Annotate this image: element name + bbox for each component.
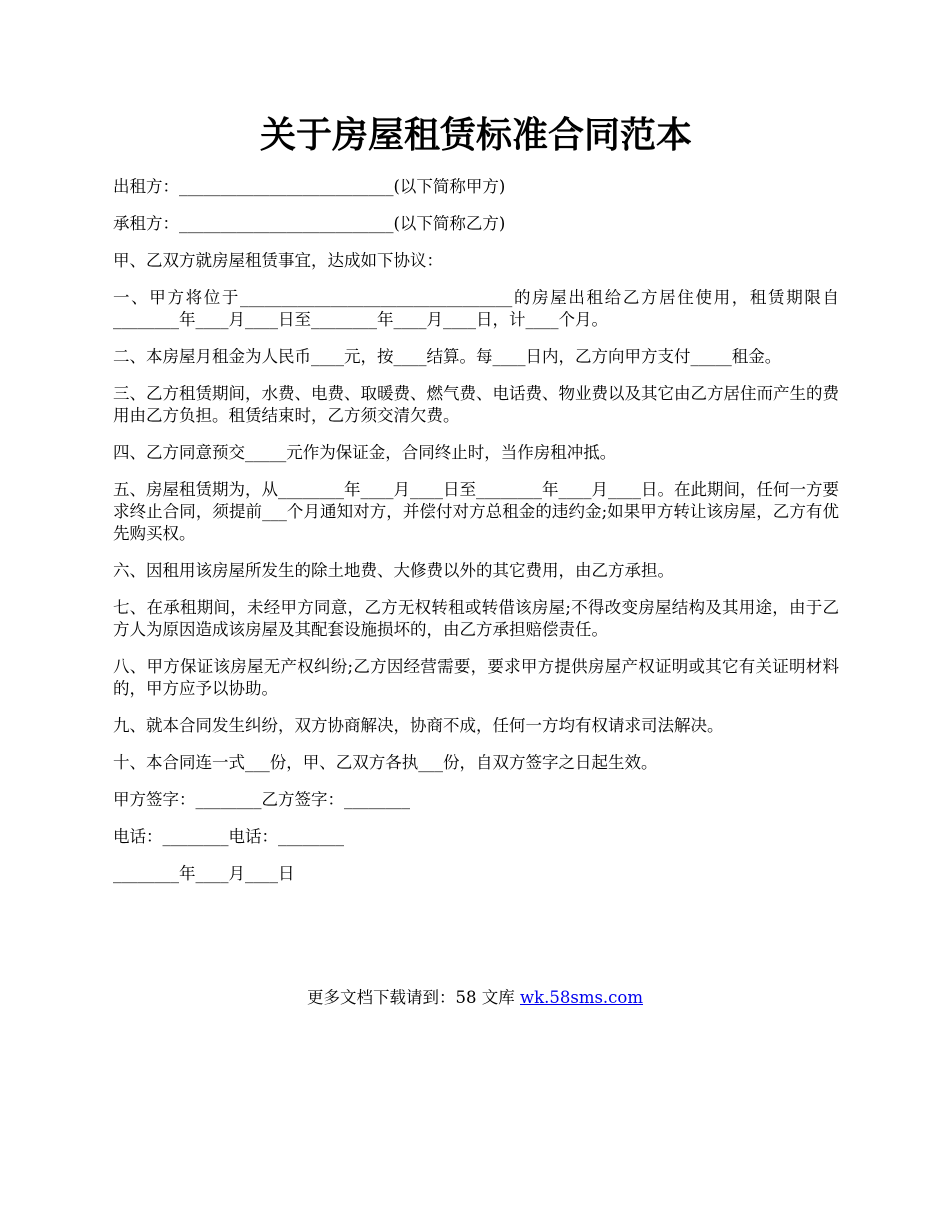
document-title: 关于房屋租赁标准合同范本 <box>259 115 692 156</box>
signature-line: 甲方签字：________乙方签字：________ <box>113 790 410 809</box>
clause-4: 四、乙方同意预交_____元作为保证金，合同终止时，当作房租冲抵。 <box>113 443 617 462</box>
clause-3: 三、乙方租赁期间，水费、电费、取暖费、燃气费、电话费、物业费以及其它由乙方居住而产生的费用由乙方负担。租赁结束时，乙方须交清欠费。 <box>113 384 839 425</box>
footer-link[interactable]: wk.58sms.com <box>519 988 643 1007</box>
download-footer <box>0 987 950 1009</box>
footer-text: 更多文档下载请到：58 文库 <box>306 988 520 1007</box>
lessee-line: 承租方：__________________________(以下简称乙方) <box>113 214 506 233</box>
clause-10: 十、本合同连一式___份，甲、乙双方各执___份，自双方签字之日起生效。 <box>113 753 658 772</box>
clause-7: 七、在承租期间，未经甲方同意，乙方无权转租或转借该房屋;不得改变房屋结构及其用途，由于乙方人为原因造成该房屋及其配套设施损坏的，由乙方承担赔偿责任。 <box>113 598 839 639</box>
lessor-line: 出租方：__________________________(以下简称甲方) <box>113 177 506 196</box>
clause-9: 九、就本合同发生纠纷，双方协商解决，协商不成，任何一方均有权请求司法解决。 <box>113 716 724 735</box>
agreement-intro: 甲、乙双方就房屋租赁事宜，达成如下协议： <box>113 251 443 270</box>
clause-1: 一、甲方将位于_________________________________的房屋出租给乙方居住使用，租赁期限自________年____月____日至________年____月____日，计____个月。 <box>113 288 839 329</box>
document-page <box>113 108 839 900</box>
phone-line: 电话：________电话：________ <box>113 827 344 846</box>
clause-2: 二、本房屋月租金为人民币____元，按____结算。每____日内，乙方向甲方支付_____租金。 <box>113 347 782 366</box>
date-line: ________年____月____日 <box>113 864 295 883</box>
clause-8: 八、甲方保证该房屋无产权纠纷;乙方因经营需要，要求甲方提供房屋产权证明或其它有关证明材料的，甲方应予以协助。 <box>113 657 839 698</box>
clause-6: 六、因租用该房屋所发生的除土地费、大修费以外的其它费用，由乙方承担。 <box>113 561 674 580</box>
clause-5: 五、房屋租赁期为，从________年____月____日至________年____月____日。在此期间，任何一方要求终止合同，须提前___个月通知对方，并偿付对方总租金的违约金;如果甲方转让该房屋，乙方有优先购买权。 <box>113 480 839 543</box>
